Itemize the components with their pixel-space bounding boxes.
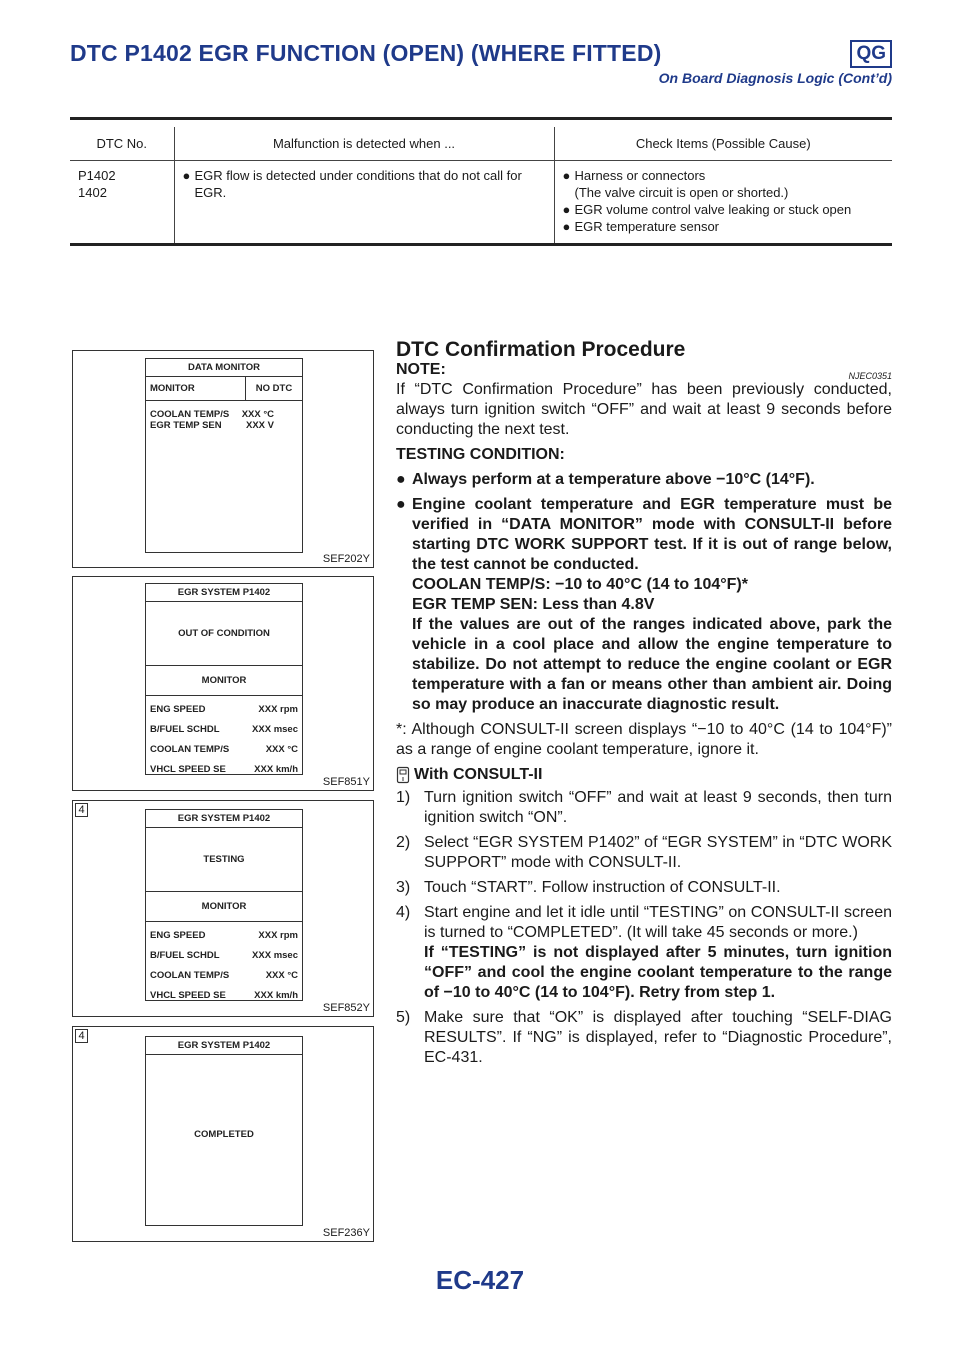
header-rule xyxy=(70,117,892,120)
screen-value-row: VHCL SPEED SE XXX km/h xyxy=(150,764,298,775)
screen-monitor-row: MONITOR NO DTC xyxy=(146,377,302,401)
screen-monitor: MONITOR xyxy=(146,666,302,696)
note-text: If “DTC Confirmation Procedure” has been previously conducted, always turn ignition switch “OFF” and wait at least 9 seconds before conducting the next test. xyxy=(396,381,892,438)
engine-badge: QG xyxy=(850,40,892,68)
col-check-items: Check Items (Possible Cause) xyxy=(554,127,892,161)
screen-value-row: VHCL SPEED SE XXX km/h xyxy=(150,990,298,1001)
consult-screen xyxy=(145,809,303,1001)
screen-title: EGR SYSTEM P1402 xyxy=(146,1037,302,1055)
figure-testing xyxy=(72,800,374,1017)
table-header-row xyxy=(70,127,892,161)
screen-status: TESTING xyxy=(146,828,302,892)
screen-value-row: EGR TEMP SEN XXX V xyxy=(150,420,274,431)
figure-code: SEF852Y xyxy=(322,1002,370,1014)
consult-screen xyxy=(145,583,303,775)
section-code: NJEC0351 xyxy=(848,371,892,381)
figure-completed xyxy=(72,1026,374,1242)
screen-value-row: B/FUEL SCHDL XXX msec xyxy=(150,950,298,961)
cause-item: EGR volume control valve leaking or stuck open xyxy=(574,202,852,217)
note-label: NOTE: xyxy=(396,361,446,378)
figure-out-of-condition xyxy=(72,576,374,791)
footnote-text: *: Although CONSULT-II screen displays “−10 to 40°C (14 to 104°F)” as a range of engine coolant temperature, ignore it. xyxy=(396,721,892,758)
screen-value-row: COOLAN TEMP/S XXX °C xyxy=(150,409,274,420)
col-malfunction: Malfunction is detected when ... xyxy=(174,127,554,161)
screen-value-row: COOLAN TEMP/S XXX °C xyxy=(150,744,298,755)
step-item: 3) Touch “START”. Follow instruction of CONSULT-II. xyxy=(396,879,781,896)
bullet-icon: ● xyxy=(562,202,571,217)
screen-title: DATA MONITOR xyxy=(146,359,302,377)
figure-code: SEF236Y xyxy=(322,1227,370,1239)
screen-value-row: ENG SPEED XXX rpm xyxy=(150,930,298,941)
table-row xyxy=(70,161,892,245)
screen-title: EGR SYSTEM P1402 xyxy=(146,584,302,602)
dtc-code: P1402 xyxy=(78,168,116,183)
section-title: DTC Confirmation Procedure xyxy=(396,338,686,361)
col-dtc-no: DTC No. xyxy=(70,127,174,161)
bullet-icon: ● xyxy=(182,168,191,183)
bullet-icon: ● xyxy=(562,219,571,234)
cause-item: (The valve circuit is open or shorted.) xyxy=(574,185,789,200)
consult-tool-icon xyxy=(396,766,410,784)
screen-monitor: MONITOR xyxy=(146,892,302,922)
consult-screen xyxy=(145,358,303,553)
testing-condition-label: TESTING CONDITION: xyxy=(396,446,565,463)
step-item: 1) Turn ignition switch “OFF” and wait at least 9 seconds, then turn ignition switch “ON”. xyxy=(396,789,892,826)
screen-value-row: B/FUEL SCHDL XXX msec xyxy=(150,724,298,735)
consult-icon: 4 xyxy=(75,803,88,817)
with-consult-heading: With CONSULT-II xyxy=(396,765,892,785)
cell-causes xyxy=(554,161,892,245)
bullet-icon: ● xyxy=(396,496,406,513)
page-title: DTC P1402 EGR FUNCTION (OPEN) (WHERE FITTED) xyxy=(70,40,662,66)
screen-title: EGR SYSTEM P1402 xyxy=(146,810,302,828)
screen-value-row: COOLAN TEMP/S XXX °C xyxy=(150,970,298,981)
page-header xyxy=(70,40,892,86)
step-item: 5) Make sure that “OK” is displayed after touching “SELF-DIAG RESULTS”. If “NG” is displayed, refer to “Diagnostic Procedure”, EC-431. xyxy=(396,1009,892,1066)
cause-item: EGR temperature sensor xyxy=(574,219,720,234)
procedure-section xyxy=(396,340,892,1073)
figure-code: SEF851Y xyxy=(322,776,370,788)
page-number: EC-427 xyxy=(435,1265,525,1295)
condition-item: ● Always perform at a temperature above −10°C (14°F). xyxy=(396,471,815,488)
dtc-code-short: 1402 xyxy=(78,185,107,200)
consult-icon: 4 xyxy=(75,1029,88,1043)
screen-value-row: ENG SPEED XXX rpm xyxy=(150,704,298,715)
cause-item: Harness or connectors xyxy=(574,168,706,183)
step-item: 4) Start engine and let it idle until “TESTING” on CONSULT-II screen is turned to “COMPLETED”. (It will take 45 seconds or more.) If “TESTING” is not displayed after 5 minutes, turn ignition “OFF” and cool the engine coolant temperature to the range of −10 to 40°C (14 to 104°F). Retry from step 1. xyxy=(396,904,892,1001)
bullet-icon: ● xyxy=(396,471,406,488)
cell-dtc-no xyxy=(70,161,174,245)
condition-item: ● Engine coolant temperature and EGR temperature must be verified in “DATA MONITOR” mode with CONSULT-II before starting DTC WORK SUPPORT test. If it is out of range below, the test cannot be conducted. COOLAN TEMP/S: −10 to 40°C (14 to 104°F)* EGR TEMP SEN: Less than 4.8V If the values are out of the ranges indicated above, park the vehicle in a cool place and allow the engine temperature to stabilize. Do not attempt to reduce the engine coolant or EGR temperature with a fan or means other than ambient air. Doing so may produce an inaccurate diagnostic result. xyxy=(396,496,892,713)
step-item: 2) Select “EGR SYSTEM P1402” of “EGR SYSTEM” in “DTC WORK SUPPORT” mode with CONSULT-II. xyxy=(396,834,892,871)
screen-status: COMPLETED xyxy=(194,1129,254,1140)
cell-malfunction xyxy=(174,161,554,245)
figure-code: SEF202Y xyxy=(322,553,370,565)
figure-data-monitor xyxy=(72,350,374,568)
malfunction-text: EGR flow is detected under conditions that do not call for EGR. xyxy=(194,168,522,200)
bullet-icon: ● xyxy=(562,168,571,183)
screen-status: OUT OF CONDITION xyxy=(146,602,302,666)
page-subtitle: On Board Diagnosis Logic (Cont’d) xyxy=(658,70,892,86)
consult-screen xyxy=(145,1036,303,1226)
dtc-table xyxy=(70,127,892,246)
